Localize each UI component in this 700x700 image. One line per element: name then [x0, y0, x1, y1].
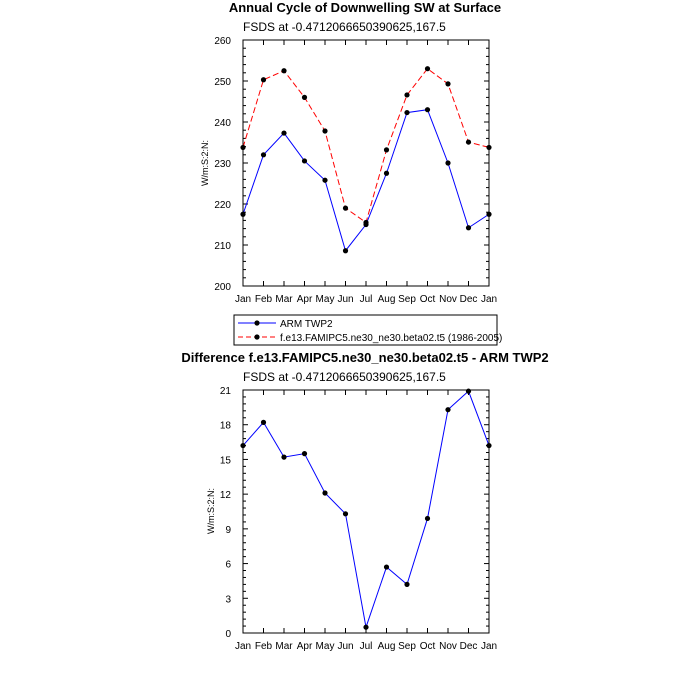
chart-2-ytick-label: 18: [219, 420, 231, 432]
legend: [234, 315, 502, 345]
chart-1-xtick-label: Jun: [337, 294, 354, 305]
chart-2-series-1-line: [243, 391, 489, 627]
chart-1-ticks: [214, 36, 497, 305]
chart-1-series-1-point: [281, 130, 286, 135]
chart-2-series-1-point: [302, 451, 307, 456]
chart-1-series-2-point: [302, 95, 307, 100]
chart-1-series-2-line: [243, 69, 489, 223]
chart-1-series-1-point: [302, 158, 307, 163]
chart-2-ytick-label: 15: [219, 455, 231, 467]
chart-2-ytick-label: 9: [225, 524, 231, 536]
chart-1-series-1-point: [343, 248, 348, 253]
chart-2-series-1-point: [363, 625, 368, 630]
chart-1-ytick-label: 200: [214, 282, 231, 293]
chart-1-series-1-point: [384, 171, 389, 176]
chart-1-series-1-point: [322, 178, 327, 183]
chart-1-ytick-label: 210: [214, 241, 231, 252]
chart-2-xtick-label: May: [315, 641, 335, 652]
chart-2-xtick-label: Aug: [377, 641, 396, 652]
chart-1-xtick-label: Oct: [419, 294, 436, 305]
chart-1-series-2-point: [466, 139, 471, 144]
chart-1-ytick-label: 240: [214, 118, 231, 129]
legend-label-model: f.e13.FAMIPC5.ne30_ne30.beta02.t5 (1986-2005): [280, 333, 503, 344]
chart-1-series-1-point: [404, 110, 409, 115]
chart-2-series-1-point: [240, 443, 245, 448]
chart-2-series-1-point: [281, 455, 286, 460]
chart-2-subtitle: FSDS at -0.4712066650390625,167.5: [243, 370, 446, 384]
chart-1-xtick-label: Jan: [234, 294, 252, 305]
chart-2-series-1-point: [343, 511, 348, 516]
chart-1-series-2-point: [486, 145, 491, 150]
chart-1-series-1-line: [243, 110, 489, 251]
chart-2-xtick-label: Oct: [419, 641, 436, 652]
chart-2-xtick-label: Jun: [337, 641, 354, 652]
chart-2-lines: [240, 389, 491, 630]
chart-2-ylabel: W/m:S:2:N:: [206, 487, 216, 535]
legend-marker-arm: [254, 320, 259, 325]
chart-1-subtitle: FSDS at -0.4712066650390625,167.5: [243, 20, 446, 34]
chart-1: [200, 0, 501, 305]
chart-1-series-2-point: [240, 145, 245, 150]
chart-1-ytick-label: 250: [214, 77, 231, 88]
chart-1-xtick-label: Jul: [359, 294, 373, 305]
chart-2-ytick-label: 12: [219, 490, 231, 502]
chart-2-xtick-label: Jul: [359, 641, 373, 652]
chart-2-series-1-point: [486, 443, 491, 448]
chart-2-xtick-label: Sep: [398, 641, 416, 652]
chart-1-ylabel: W/m:S:2:N:: [200, 139, 210, 187]
legend-marker-model: [254, 334, 259, 339]
chart-2-xtick-label: Dec: [459, 641, 478, 652]
chart-2: [181, 350, 548, 652]
chart-1-series-2-point: [281, 68, 286, 73]
chart-1-series-2-point: [261, 77, 266, 82]
chart-2-ytick-label: 6: [225, 559, 231, 571]
chart-1-xtick-label: May: [315, 294, 335, 305]
chart-1-series-2-point: [384, 147, 389, 152]
chart-2-series-1-point: [322, 490, 327, 495]
chart-1-series-2-point: [445, 81, 450, 86]
chart-1-xtick-label: Dec: [459, 294, 478, 305]
chart-2-xtick-label: Jan: [480, 641, 498, 652]
chart-1-series-2-point: [322, 128, 327, 133]
chart-2-series-1-point: [261, 420, 266, 425]
chart-2-series-1-point: [425, 516, 430, 521]
chart-2-title: Difference f.e13.FAMIPC5.ne30_ne30.beta02.t5 - ARM TWP2: [181, 350, 549, 365]
chart-1-series-1-point: [445, 160, 450, 165]
chart-1-series-1-point: [261, 152, 266, 157]
chart-1-ytick-label: 230: [214, 159, 231, 170]
chart-2-ytick-label: 3: [225, 594, 231, 606]
chart-1-plot-frame: [243, 40, 489, 286]
chart-1-series-1-point: [486, 212, 491, 217]
legend-label-arm: ARM TWP2: [280, 319, 333, 330]
chart-1-xtick-label: Nov: [439, 294, 457, 305]
chart-2-xtick-label: Feb: [254, 641, 273, 652]
chart-2-xtick-label: Jan: [234, 641, 252, 652]
chart-2-series-1-point: [404, 582, 409, 587]
chart-1-xtick-label: Feb: [254, 294, 273, 305]
chart-1-series-2-point: [404, 92, 409, 97]
chart-1-xtick-label: Apr: [296, 294, 313, 305]
chart-1-lines: [240, 66, 491, 253]
chart-1-ytick-label: 260: [214, 36, 231, 47]
chart-1-series-2-point: [425, 66, 430, 71]
chart-1-xtick-label: Mar: [275, 294, 293, 305]
chart-2-ticks: [220, 386, 497, 652]
chart-2-plot-frame: [243, 390, 489, 633]
chart-2-xtick-label: Apr: [296, 641, 313, 652]
chart-2-xtick-label: Mar: [275, 641, 293, 652]
chart-1-series-1-point: [240, 212, 245, 217]
chart-2-ytick-label: 21: [219, 386, 231, 397]
chart-1-series-1-point: [425, 107, 430, 112]
chart-2-ytick-label: 0: [225, 629, 231, 640]
chart-1-series-2-point: [363, 220, 368, 225]
chart-2-xtick-label: Nov: [439, 641, 457, 652]
chart-2-series-1-point: [384, 564, 389, 569]
chart-2-series-1-point: [466, 389, 471, 394]
chart-1-xtick-label: Aug: [377, 294, 396, 305]
chart-1-ytick-label: 220: [214, 200, 231, 211]
chart-1-series-2-point: [343, 206, 348, 211]
chart-1-xtick-label: Sep: [398, 294, 416, 305]
chart-2-series-1-point: [445, 407, 450, 412]
chart-1-title: Annual Cycle of Downwelling SW at Surface: [228, 0, 502, 15]
chart-1-xtick-label: Jan: [480, 294, 498, 305]
chart-1-series-1-point: [466, 225, 471, 230]
